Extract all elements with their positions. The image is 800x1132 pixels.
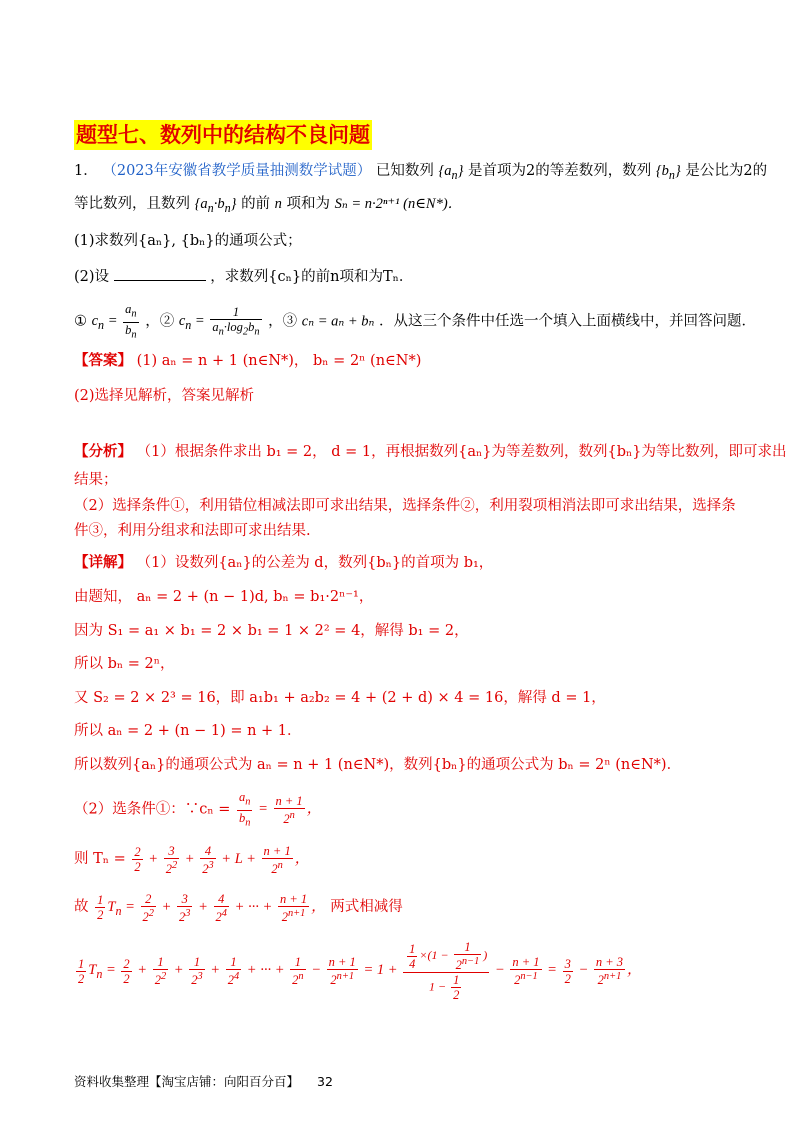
detail-line-2: 由题知， aₙ = 2 + (n − 1)d, bₙ = b₁·2ⁿ⁻¹， <box>74 589 374 605</box>
analysis-label: 【分析】 <box>74 443 132 460</box>
problem-line-2 <box>74 193 462 219</box>
answer-line-1 <box>74 350 421 372</box>
problem-text: 是公比为2的 <box>685 163 768 179</box>
math-sn: Sₙ = n·2ⁿ⁺¹ (n∈N*)． <box>334 196 463 212</box>
math-anbn: $\{a_n\cdot b_n\}$ <box>194 196 237 215</box>
math-n: n <box>274 196 282 212</box>
problem-text: 是首项为2的等差数列，数列 <box>468 163 652 179</box>
page-number: 32 <box>317 1074 333 1089</box>
analysis-line-1 <box>74 441 787 463</box>
option-1-formula: $c_n$ = $\frac{a_n}{b_n}$ <box>91 302 137 340</box>
detail-line-9 <box>74 842 309 876</box>
answer-label: 【答案】 <box>74 352 132 369</box>
cn-formula: $\frac{a_n}{b_n}$ = $\frac{n + 1}{2^n}$ ， <box>239 790 322 828</box>
question-1: (1)求数列{aₙ}, {bₙ}的通项公式； <box>74 233 302 249</box>
option-marker: ① <box>74 313 87 330</box>
detail-line-11 <box>74 940 642 1004</box>
fill-blank <box>114 266 206 281</box>
detail-label: 【详解】 <box>74 554 132 571</box>
section-title: 题型七、数列中的结构不良问题 <box>74 120 372 150</box>
footer-text: 资料收集整理【淘宝店铺：向阳百分百】 <box>74 1074 300 1089</box>
option-3-formula: cₙ = aₙ + bₙ <box>301 313 375 330</box>
math-bn: $\{b_n\}$ <box>655 163 681 182</box>
detail-line-10 <box>74 890 403 928</box>
analysis-line-4: 件③，利用分组求和法即可求出结果. <box>74 523 311 539</box>
math-an: $\{a_n\}$ <box>438 163 464 182</box>
subtraction-result: $\frac{1}{2}$ $T_n$ = $\frac{2}{2}$ + $\frac{1}{2^2}$ + $\frac{1}{2^3}$ + $\frac{1}{2^4}$ + ··· + $\frac{1}{2^n}$ − $\frac{n + 1}{2^{n+1}}$ = 1 + $\frac{1}{4}$ ×(1 − $\frac{1}{2^{n-1}}$ ) 1 − $\frac{1}{2}$ − $\frac{n + 1}{2^{n-1}}$ = $\frac{3}{2}$ − $\frac{n + 3}{2^{n+1}}$ ， <box>78 940 642 1003</box>
problem-source: （2023年安徽省教学质量抽测数学试题） <box>102 163 372 179</box>
option-marker: ，③ <box>268 313 298 330</box>
tn-sum: $\frac{2}{2}$ + $\frac{3}{2^2}$ + $\frac{4}{2^3}$ + L + $\frac{n + 1}{2^n}$ ， <box>134 843 310 876</box>
option-marker: ，② <box>145 313 175 330</box>
problem-line-1 <box>74 160 767 186</box>
analysis-line-2: 结果； <box>74 472 118 488</box>
half-tn-sum: $\frac{1}{2}$ $T_n$ = $\frac{2}{2^2}$ + $\frac{3}{2^3}$ + $\frac{4}{2^4}$ + ··· + $\frac{n + 1}{2^{n+1}}$ ， <box>97 891 326 924</box>
analysis-text: （1）根据条件求出 b₁ = 2， d = 1，再根据数列{aₙ}为等差数列，数列{bₙ}为等比数列，即可求出 <box>136 444 787 460</box>
problem-text: 项和为 <box>286 196 331 212</box>
detail-text: 故 <box>74 899 89 915</box>
problem-number: 1． <box>74 163 98 179</box>
options-line <box>74 302 756 342</box>
answer-part-1: (1) aₙ = n + 1 (n∈N*)， bₙ = 2ⁿ (n∈N*) <box>136 353 422 369</box>
problem-text: (2)设 <box>74 269 110 285</box>
detail-text: 则 Tₙ = <box>74 851 126 867</box>
option-2-formula: $c_n$ = $\frac{1}{a_n\cdot\log_2b_n}$ <box>178 304 260 338</box>
detail-line-3: 因为 S₁ = a₁ × b₁ = 2 × b₁ = 1 × 2² = 4，解得 b₁ = 2， <box>74 623 469 639</box>
detail-line-1 <box>74 552 493 574</box>
detail-line-7: 所以数列{aₙ}的通项公式为 aₙ = n + 1 (n∈N*)，数列{bₙ}的通项公式为 bₙ = 2ⁿ (n∈N*)． <box>74 757 682 773</box>
detail-line-8 <box>74 790 321 830</box>
analysis-line-3: （2）选择条件①，利用错位相减法即可求出结果，选择条件②，利用裂项相消法即可求出结果，选择条 <box>74 498 736 514</box>
detail-text: （1）设数列{aₙ}的公差为 d，数列{bₙ}的首项为 b₁， <box>136 555 494 571</box>
detail-text: （2）选条件①：∵cₙ = <box>74 801 231 818</box>
question-2 <box>74 266 413 288</box>
detail-line-5: 又 S₂ = 2 × 2³ = 16，即 a₁b₁ + a₂b₂ = 4 + (2 + d) × 4 = 16，解得 d = 1， <box>74 690 606 706</box>
detail-text: 两式相减得 <box>330 899 403 915</box>
problem-text: ．从这三个条件中任选一个填入上面横线中，并回答问题． <box>379 313 757 330</box>
problem-text: 已知数列 <box>375 163 434 179</box>
page-footer <box>74 1072 333 1090</box>
detail-line-6: 所以 aₙ = 2 + (n − 1) = n + 1． <box>74 723 302 739</box>
detail-line-4: 所以 bₙ = 2ⁿ， <box>74 656 175 672</box>
problem-text: ，求数列{cₙ}的前n项和为Tₙ． <box>210 269 414 285</box>
answer-line-2: (2)选择见解析，答案见解析 <box>74 388 255 404</box>
problem-text: 等比数列，且数列 <box>74 196 190 212</box>
problem-text: 的前 <box>241 196 271 212</box>
